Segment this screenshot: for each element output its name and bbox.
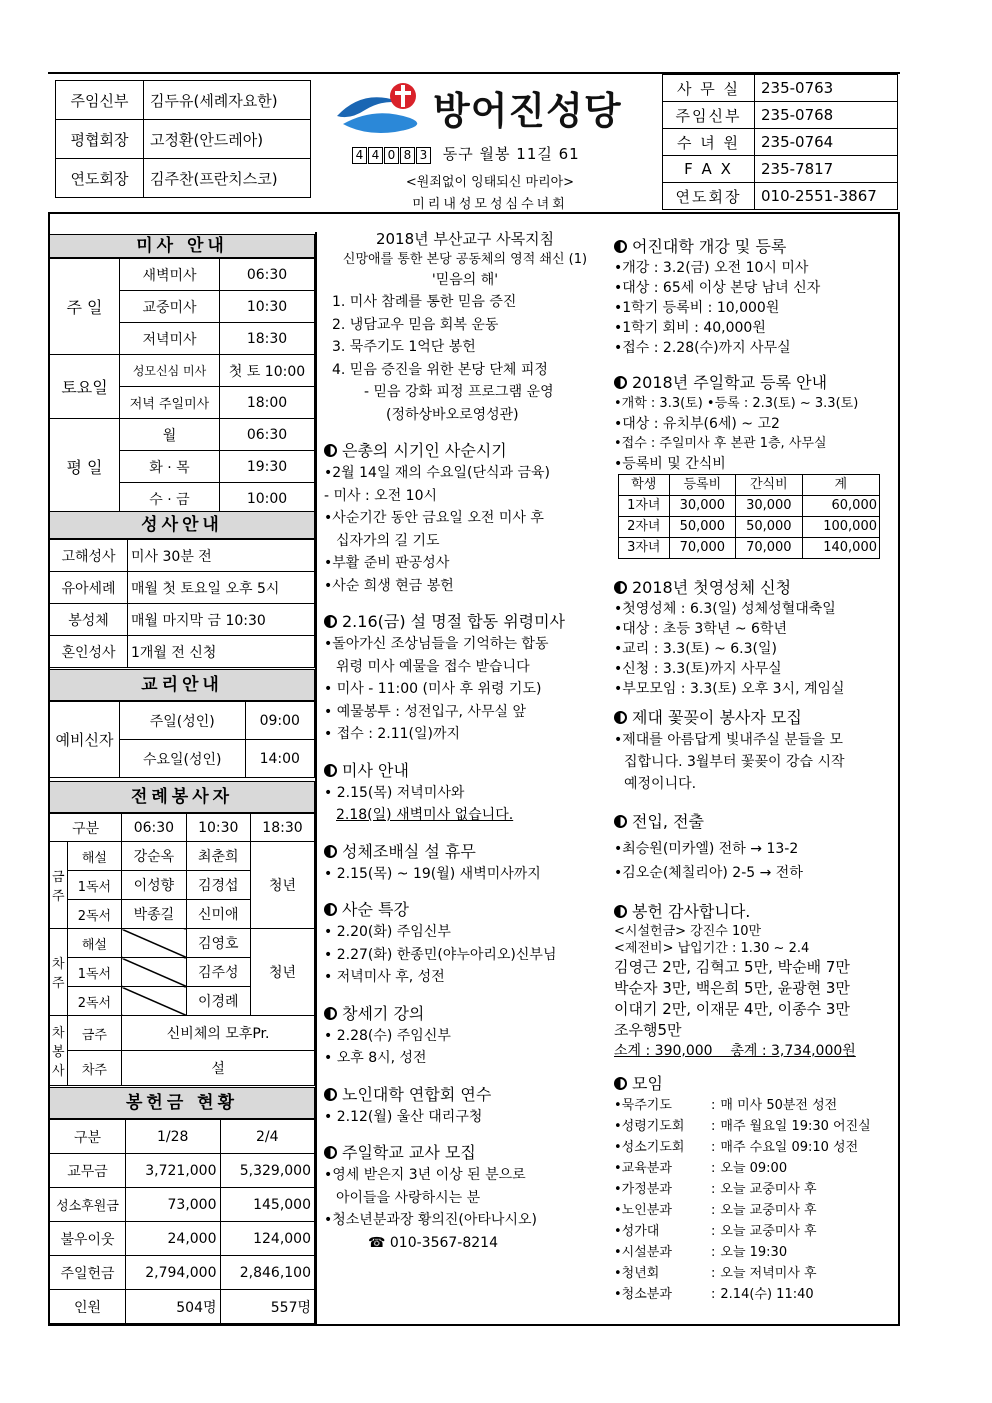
server-role: 해설: [67, 929, 122, 958]
leader-name: 고정환(안드레아): [144, 120, 311, 159]
motto-line: <원죄없이 잉태되신 마리아>: [405, 175, 575, 190]
half-circle-icon: [324, 1146, 337, 1159]
pastoral-title: 2018년 부산교구 사목지침: [375, 230, 555, 248]
offering-section: [49, 1087, 315, 1324]
notice-title: 은총의 시기인 사순시기: [342, 441, 507, 460]
half-circle-icon: [614, 815, 627, 828]
meeting-row: [614, 1137, 899, 1158]
offering-value: 124,000: [220, 1222, 315, 1256]
mass-name: 저녁미사: [120, 323, 220, 355]
notice-line: •1학기 등록비 : 10,000원: [614, 300, 780, 316]
servers-section: [49, 781, 315, 1086]
section-title: 교리안내: [49, 669, 315, 701]
mass-time: 19:30: [220, 451, 315, 483]
meeting-time: 매주 수요일 09:10 성전: [720, 1140, 859, 1155]
notice-title: 사순 특강: [342, 900, 409, 919]
meeting-row: [614, 1221, 899, 1242]
reg-cell: 70,000: [669, 538, 736, 559]
meeting-name: •묵주기도: [614, 1098, 672, 1113]
contacts-table: [662, 74, 898, 210]
address-text: 동구 월봉 11길 61: [442, 145, 580, 163]
meeting-time: 오늘 교중미사 후: [720, 1203, 817, 1218]
half-circle-icon: [614, 905, 627, 918]
reg-header: 계: [802, 475, 879, 496]
notice-line: •교리 : 3.3(토) ~ 6.3(일): [614, 641, 777, 657]
notice-line: 위령 미사 예물을 접수 받습니다: [336, 658, 530, 675]
leader-name: 김주찬(프란치스코): [144, 159, 311, 198]
servers-header: 구분: [50, 814, 122, 842]
mass-time: 10:30: [220, 291, 315, 323]
notice-line: • 2.20(화) 주임신부: [324, 924, 451, 940]
middle-column: [324, 228, 606, 1254]
reg-cell: 30,000: [669, 496, 736, 517]
meeting-name: •가정분과: [614, 1182, 672, 1197]
server-name: 박종길: [122, 900, 186, 929]
pastoral-item: 3. 묵주기도 1억단 봉헌: [332, 339, 476, 355]
notice-line: 아이들을 사랑하시는 분: [336, 1189, 481, 1206]
mass-name: 성모신심 미사: [120, 355, 220, 387]
notice-line: 2.18(일) 새벽미사 없습니다.: [336, 807, 514, 823]
meeting-colon: :: [711, 1098, 716, 1113]
notice-line: •최승원(미카엘) 전하 → 13-2: [614, 841, 799, 857]
pastoral-sub: 신망애를 통한 본당 공동체의 영적 쇄신 (1): [342, 251, 588, 267]
notice-line: •접수 : 주일미사 후 본관 1층, 사무실: [614, 436, 827, 451]
notice-line: • 오후 8시, 성전: [324, 1050, 427, 1066]
meeting-time: 오늘 19:30: [720, 1245, 788, 1260]
postal-digit: 8: [400, 147, 415, 164]
reg-cell: 140,000: [802, 538, 879, 559]
leaders-table: [55, 80, 311, 198]
church-address: [352, 143, 580, 164]
meeting-colon: :: [711, 1140, 716, 1155]
contact-label: 사 무 실: [663, 75, 755, 102]
section-title: 봉헌금 현황: [49, 1087, 315, 1119]
server-role: 해설: [67, 842, 122, 871]
registration-table: [618, 474, 880, 559]
notice-line: •대상 : 유치부(6세) ~ 고2: [614, 416, 780, 432]
contact-label: 수 녀 원: [663, 129, 755, 156]
donor-line: 박순자 3만, 백은희 5만, 윤광현 3만: [614, 979, 850, 997]
week-label: 차주: [50, 929, 68, 1016]
meeting-colon: :: [711, 1161, 716, 1176]
notice-title: 2.16(금) 설 명절 합동 위령미사: [342, 612, 566, 631]
notice-line: • 2.28(수) 주임신부: [324, 1027, 451, 1044]
sacrament-value: 매월 첫 토요일 오후 5시: [128, 572, 315, 604]
meeting-name: •노인분과: [614, 1203, 672, 1218]
half-circle-icon: [614, 376, 627, 389]
contact-phone: 235-0764: [755, 129, 898, 156]
notice-line: <제전비> 납입기간 : 1.30 ~ 2.4: [614, 941, 810, 956]
doctrine-section: [49, 669, 315, 778]
meeting-colon: :: [711, 1119, 716, 1134]
meeting-row: [614, 1095, 899, 1116]
donor-line: 김영근 2만, 김혁고 5만, 박순배 7만: [614, 958, 850, 976]
notice-line: ☎ 010-3567-8214: [368, 1234, 498, 1251]
notice-title: 미사 안내: [342, 760, 409, 780]
offering-label: 주일헌금: [50, 1256, 126, 1290]
pastoral-subitem: - 믿음 강화 피정 프로그램 운영: [364, 384, 554, 400]
section-title: 성사안내: [49, 511, 315, 539]
reg-cell: 2자녀: [619, 517, 670, 538]
meeting-row: [614, 1116, 899, 1137]
servers-header: 10:30: [186, 814, 250, 842]
half-circle-icon: [324, 1088, 337, 1101]
notice-line: •접수 : 2.28(수)까지 사무실: [614, 340, 791, 356]
empty-slot: [122, 958, 186, 987]
server-evening: 청년: [250, 842, 314, 929]
postal-digit: 4: [352, 147, 367, 164]
meeting-name: •성령기도회: [614, 1119, 685, 1134]
mass-time: 10:00: [220, 483, 315, 515]
notice-title: 2018년 주일학교 등록 안내: [632, 373, 828, 392]
mass-time: 06:30: [220, 419, 315, 451]
reg-header: 간식비: [736, 475, 803, 496]
meeting-row: [614, 1158, 899, 1179]
meeting-time: 오늘 교중미사 후: [720, 1224, 817, 1239]
leader-name: 김두유(세례자요한): [144, 81, 311, 120]
sacrament-name: 유아세례: [50, 572, 128, 604]
server-name: 강순옥: [122, 842, 186, 871]
offering-label: 성소후원금: [50, 1188, 126, 1222]
postal-digit: 0: [384, 147, 399, 164]
empty-slot: [122, 929, 186, 958]
mass-group: 주 일: [50, 259, 120, 355]
notice-line: •개학 : 3.3(토) •등록 : 2.3(토) ~ 3.3(토): [614, 396, 859, 411]
notice-line: • 미사 - 11:00 (미사 후 위령 기도): [324, 681, 542, 697]
meeting-name: •청소분과: [614, 1287, 672, 1302]
doctrine-name: 주일(성인): [120, 702, 246, 740]
sacrament-value: 미사 30분 전: [128, 540, 315, 572]
mass-section: [49, 234, 315, 515]
pastoral-year: '믿음의 해': [431, 271, 499, 288]
notice-line: •청소년분과장 황의진(아타나시오): [324, 1212, 537, 1228]
notice-title: 노인대학 연합회 연수: [342, 1084, 492, 1104]
mass-group: 토요일: [50, 355, 120, 419]
reg-cell: 100,000: [802, 517, 879, 538]
server-role: 2독서: [67, 987, 122, 1016]
reg-header: 등록비: [669, 475, 736, 496]
leader-role: 평협회장: [56, 120, 144, 159]
mass-name: 저녁 주일미사: [120, 387, 220, 419]
meeting-row: [614, 1263, 899, 1284]
contact-phone: 235-0768: [755, 102, 898, 129]
notice-line: •신청 : 3.3(토)까지 사무실: [614, 661, 782, 677]
donor-line: 조우행5만: [614, 1021, 682, 1039]
notice-title: 봉헌 감사합니다.: [632, 902, 751, 921]
notice-line: • 2.15(목) 저녁미사와: [324, 784, 465, 801]
reg-cell: 50,000: [669, 517, 736, 538]
half-circle-icon: [614, 711, 627, 724]
half-circle-icon: [324, 615, 337, 628]
notice-title: 성체조배실 설 휴무: [342, 841, 476, 861]
notice-title: 주일학교 교사 모집: [342, 1143, 476, 1162]
meeting-time: 매 미사 50분전 성전: [720, 1098, 838, 1113]
offering-value: 2,846,100: [220, 1256, 315, 1290]
notice-line: <시설헌금> 강진수 10만: [614, 924, 762, 939]
meeting-time: 오늘 저녁미사 후: [720, 1266, 817, 1281]
offering-value: 504명: [126, 1290, 221, 1324]
server-role: 1독서: [67, 871, 122, 900]
meeting-time: 오늘 09:00: [720, 1161, 788, 1176]
contact-label: F A X: [663, 156, 755, 183]
mass-name: 수 · 금: [120, 483, 220, 515]
half-circle-icon: [614, 240, 627, 253]
notice-line: •첫영성체 : 6.3(일) 성체성혈대축일: [614, 601, 836, 617]
offering-value: 24,000: [126, 1222, 221, 1256]
meeting-colon: :: [711, 1203, 716, 1218]
half-circle-icon: [324, 1007, 337, 1020]
sacrament-table: [49, 539, 315, 668]
notice-title: 어진대학 개강 및 등록: [632, 237, 787, 256]
half-circle-icon: [324, 845, 337, 858]
mass-time: 첫 토 10:00: [220, 355, 315, 387]
mass-name: 새벽미사: [120, 259, 220, 291]
meeting-time: 매주 월요일 19:30 어진실: [720, 1119, 871, 1134]
offering-value: 3,721,000: [126, 1154, 221, 1188]
notice-title: 모임: [632, 1074, 663, 1093]
half-circle-icon: [324, 903, 337, 916]
notice-line: •영세 받은지 3년 이상 된 분으로: [324, 1167, 526, 1183]
notice-title: 2018년 첫영성체 신청: [632, 578, 792, 597]
notice-line: • 저녁미사 후, 성전: [324, 969, 445, 985]
meeting-row: [614, 1179, 899, 1200]
offering-value: 145,000: [220, 1188, 315, 1222]
car-week: 차주: [67, 1051, 122, 1086]
notice-title: 제대 꽃꽂이 봉사자 모집: [632, 708, 802, 727]
server-evening: 청년: [250, 929, 314, 1016]
mass-group: 평 일: [50, 419, 120, 515]
server-name: 이경례: [186, 987, 250, 1016]
notice-line: •김오순(체칠리아) 2-5 → 전하: [614, 865, 803, 881]
sacrament-section: [49, 511, 315, 668]
motto-sisters: 미리내성모성심수녀회: [412, 197, 568, 212]
meeting-colon: :: [711, 1182, 716, 1197]
donation-total: 소계 : 390,000 총계 : 3,734,000원: [614, 1043, 856, 1059]
meeting-row: [614, 1284, 899, 1305]
offering-table: [49, 1119, 315, 1324]
half-circle-icon: [614, 581, 627, 594]
servers-header: 18:30: [250, 814, 314, 842]
section-title: 전례봉사자: [49, 781, 315, 813]
server-name: 이성향: [122, 871, 186, 900]
mass-time: 18:00: [220, 387, 315, 419]
doctrine-time: 14:00: [245, 740, 315, 778]
offering-value: 557명: [220, 1290, 315, 1324]
notice-line: •사순기간 동안 금요일 오전 미사 후: [324, 510, 544, 526]
reg-cell: 1자녀: [619, 496, 670, 517]
server-role: 1독서: [67, 958, 122, 987]
notice-line: •사순 희생 현금 봉헌: [324, 577, 454, 594]
contact-phone: 235-0763: [755, 75, 898, 102]
pastoral-item: 1. 미사 참례를 통한 믿음 증진: [332, 294, 517, 310]
reg-cell: 30,000: [736, 496, 803, 517]
notice-line: •부모모임 : 3.3(토) 오후 3시, 계임실: [614, 681, 845, 697]
donor-line: 이대기 2만, 이재문 4만, 이종수 3만: [614, 1000, 850, 1018]
sacrament-value: 매월 마지막 금 10:30: [128, 604, 315, 636]
meeting-colon: :: [711, 1224, 716, 1239]
pastoral-item: 4. 믿음 증진을 위한 본당 단체 피정: [332, 361, 548, 378]
mass-table: [49, 258, 315, 515]
mass-time: 18:30: [220, 323, 315, 355]
meeting-name: •교육분과: [614, 1161, 672, 1176]
notice-line: •제대를 아름답게 빛내주실 분들을 모: [614, 732, 843, 748]
meeting-name: •성가대: [614, 1224, 660, 1239]
offering-value: 73,000: [126, 1188, 221, 1222]
column-divider: [315, 232, 317, 1326]
contact-phone: 010-2551-3867: [755, 183, 898, 210]
server-name: 김영호: [186, 929, 250, 958]
server-name: 김주성: [186, 958, 250, 987]
section-title: 미사 안내: [49, 234, 315, 258]
meeting-row: [614, 1242, 899, 1263]
notice-line: •2월 14일 재의 수요일(단식과 금육): [324, 465, 550, 481]
sacrament-name: 봉성체: [50, 604, 128, 636]
offering-value: 2,794,000: [126, 1256, 221, 1290]
offering-value: 5,329,000: [220, 1154, 315, 1188]
contact-label: 연도회장: [663, 183, 755, 210]
notice-line: • 2.15(목) ~ 19(월) 새벽미사까지: [324, 865, 541, 882]
meetings-list: [614, 1095, 899, 1305]
notice-line: • 2.12(월) 울산 대리구청: [324, 1108, 483, 1125]
offering-label: 불우이웃: [50, 1222, 126, 1256]
notice-line: • 2.27(화) 한종민(야누아리오)신부님: [324, 946, 557, 963]
server-role: 2독서: [67, 900, 122, 929]
servers-table: [49, 813, 315, 1086]
meeting-colon: :: [711, 1245, 716, 1260]
meeting-time: 오늘 교중미사 후: [720, 1182, 817, 1197]
reg-cell: 50,000: [736, 517, 803, 538]
week-label: 금주: [50, 842, 68, 929]
church-name: 방어진성당: [433, 89, 622, 133]
meeting-colon: :: [711, 1287, 716, 1302]
meeting-time: 2.14(수) 11:40: [720, 1287, 814, 1302]
doctrine-time: 09:00: [245, 702, 315, 740]
sacrament-name: 혼인성사: [50, 636, 128, 668]
right-column: [614, 236, 899, 1305]
notice-line: • 예물봉투 : 성전입구, 사무실 앞: [324, 703, 526, 720]
offering-header: 구분: [50, 1120, 126, 1154]
notice-line: •대상 : 65세 이상 본당 남녀 신자: [614, 280, 821, 296]
half-circle-icon: [324, 764, 337, 777]
server-name: 신미애: [186, 900, 250, 929]
notice-line: •부활 준비 판공성사: [324, 555, 450, 571]
notice-line: 예정이니다.: [624, 776, 697, 792]
meeting-row: [614, 1200, 899, 1221]
server-name: 김경섭: [186, 871, 250, 900]
notice-line: 십자가의 길 기도: [336, 532, 440, 549]
reg-header: 학생: [619, 475, 670, 496]
notice-line: 집합니다. 3월부터 꽃꽂이 강습 시작: [624, 754, 845, 770]
server-name: 최춘희: [186, 842, 250, 871]
notice-line: - 미사 : 오전 10시: [324, 487, 438, 504]
mass-name: 교중미사: [120, 291, 220, 323]
doctrine-name: 수요일(성인): [120, 740, 246, 778]
notice-line: •대상 : 초등 3학년 ~ 6학년: [614, 621, 787, 637]
servers-header: 06:30: [122, 814, 186, 842]
meeting-name: •청년회: [614, 1266, 660, 1281]
mass-name: 화 · 목: [120, 451, 220, 483]
leader-role: 주임신부: [56, 81, 144, 120]
sacrament-value: 1개월 전 신청: [128, 636, 315, 668]
mass-name: 월: [120, 419, 220, 451]
offering-label: 인원: [50, 1290, 126, 1324]
doctrine-group: 예비신자: [50, 702, 120, 778]
notice-line: •등록비 및 간식비: [614, 456, 726, 472]
notice-line: • 접수 : 2.11(일)까지: [324, 726, 461, 742]
notice-title: 전입, 전출: [632, 812, 704, 831]
meeting-name: •시설분과: [614, 1245, 672, 1260]
notice-line: •돌아가신 조상님들을 기억하는 합동: [324, 636, 549, 652]
reg-cell: 70,000: [736, 538, 803, 559]
car-value: 신비체의 모후Pr.: [122, 1016, 315, 1051]
car-value: 설: [122, 1051, 315, 1086]
car-week: 금주: [67, 1016, 122, 1051]
sacrament-name: 고해성사: [50, 540, 128, 572]
car-label: 차 봉사: [50, 1016, 68, 1086]
offering-label: 교무금: [50, 1154, 126, 1188]
notice-title: 창세기 강의: [342, 1003, 425, 1023]
leader-role: 연도회장: [56, 159, 144, 198]
notice-line: •개강 : 3.2(금) 오전 10시 미사: [614, 260, 809, 276]
half-circle-icon: [614, 1077, 627, 1090]
half-circle-icon: [324, 444, 337, 457]
postal-digit: 4: [368, 147, 383, 164]
doctrine-table: [49, 701, 315, 778]
contact-phone: 235-7817: [755, 156, 898, 183]
notice-line: •1학기 회비 : 40,000원: [614, 320, 766, 336]
meeting-name: •성소기도회: [614, 1140, 685, 1155]
reg-cell: 60,000: [802, 496, 879, 517]
mass-time: 06:30: [220, 259, 315, 291]
meeting-colon: :: [711, 1266, 716, 1281]
postal-digit: 3: [416, 147, 431, 164]
offering-header: 2/4: [220, 1120, 315, 1154]
offering-header: 1/28: [126, 1120, 221, 1154]
contact-label: 주임신부: [663, 102, 755, 129]
reg-cell: 3자녀: [619, 538, 670, 559]
pastoral-subitem: (정하상바오로영성관): [386, 406, 519, 423]
pastoral-item: 2. 냉담교우 믿음 회복 운동: [332, 316, 499, 333]
empty-slot: [122, 987, 186, 1016]
